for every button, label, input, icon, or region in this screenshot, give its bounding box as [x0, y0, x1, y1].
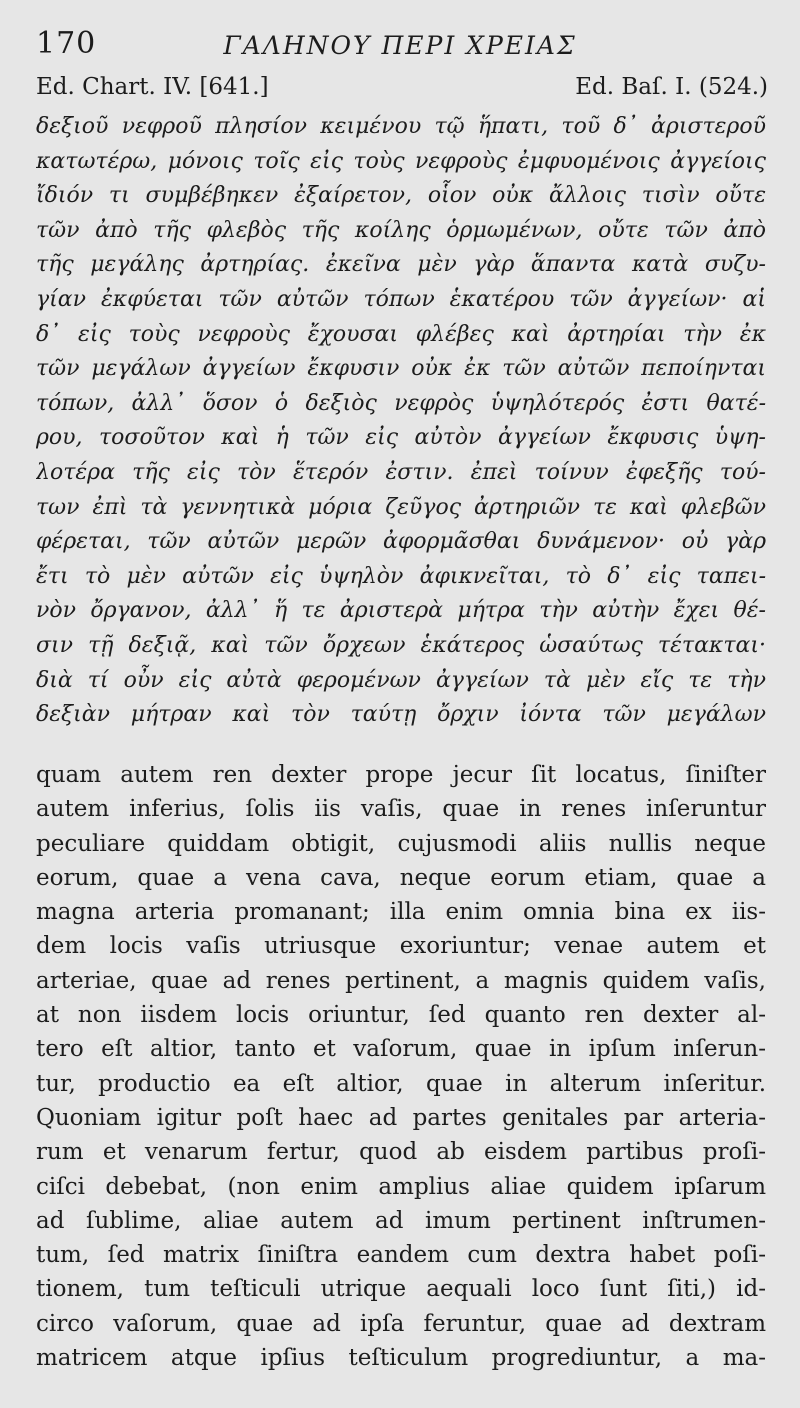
- latin-text-block: [36, 758, 766, 1375]
- greek-text-line: δεξιοῦ νεφροῦ πλησίον κειμένου τῷ ἥπατι, τοῦ δ᾽ ἀριστεροῦ: [36, 114, 766, 139]
- latin-text-line: eorum, quae a vena cava, neque eorum etiam, quae a: [36, 864, 766, 891]
- greek-text-line: τόπων, ἀλλ᾽ ὅσον ὁ δεξιὸς νεφρὸς ὑψηλότερός ἐστι θατέ-: [36, 390, 766, 416]
- greek-text-line: λοτέρα τῆς εἰς τὸν ἕτερόν ἐστιν. ἐπεὶ τοίνυν ἐφεξῆς τού-: [36, 459, 766, 485]
- greek-text-line: φέρεται, τῶν αὐτῶν μερῶν ἀφορμᾶσθαι δυνάμενον· οὐ γὰρ: [36, 529, 766, 555]
- greek-text-line: ἴδιόν τι συμβέβηκεν ἐξαίρετον, οἷον οὐκ ἄλλοις τισὶν οὔτε: [36, 183, 766, 209]
- greek-text-line: διὰ τί οὖν εἰς αὐτὰ φερομένων ἀγγείων τὰ μὲν εἴς τε τὴν: [36, 667, 766, 693]
- greek-text-line: γίαν ἐκφύεται τῶν αὐτῶν τόπων ἑκατέρου τῶν ἀγγείων· αἱ: [36, 286, 766, 312]
- latin-text-line: peculiare quiddam obtigit, cujusmodi aliis nullis neque: [36, 830, 766, 857]
- latin-text-line: tur, productio ea eſt altior, quae in alterum inſeritur.: [36, 1070, 766, 1097]
- latin-text-line: rum et venarum fertur, quod ab eisdem partibus proſi-: [36, 1139, 766, 1166]
- latin-text-line: tero eſt altior, tanto et vaſorum, quae in ipſum inſerun-: [36, 1036, 766, 1063]
- latin-text-line: dem locis vaſis utriusque exoriuntur; venae autem et: [36, 933, 766, 960]
- greek-text-line: κατωτέρω, μόνοις τοῖς εἰς τοὺς νεφροὺς ἐμφυομένοις ἀγγείοις: [36, 148, 766, 174]
- edition-reference-left: Ed. Chart. IV. [641.]: [36, 74, 269, 100]
- latin-text-line: quam autem ren dexter prope jecur ſit locatus, ſiniſter: [36, 762, 766, 788]
- latin-text-line: autem inferius, ſolis iis vaſis, quae in renes inſeruntur: [36, 796, 766, 823]
- greek-text-line: σιν τῇ δεξιᾷ, καὶ τῶν ὄρχεων ἑκάτερος ὡσαύτως τέτακται·: [36, 632, 766, 658]
- latin-text-line: ciſci debebat, (non enim amplius aliae quidem ipſarum: [36, 1173, 766, 1200]
- greek-text-line: τῶν ἀπὸ τῆς φλεβὸς τῆς κοίλης ὁρμωμένων, οὔτε τῶν ἀπὸ: [36, 217, 766, 243]
- latin-text-line: arteriae, quae ad renes pertinent, a magnis quidem vaſis,: [36, 967, 766, 994]
- latin-text-line: matricem atque ipſius teſticulum progrediuntur, a ma-: [36, 1345, 766, 1372]
- latin-text-line: circo vaſorum, quae ad ipſa feruntur, quae ad dextram: [36, 1310, 766, 1337]
- greek-text-line: νὸν ὄργανον, ἀλλ᾽ ἥ τε ἀριστερὰ μήτρα τὴν αὐτὴν ἔχει θέ-: [36, 598, 766, 624]
- latin-text-line: Quoniam igitur poſt haec ad partes genitales par arteria-: [36, 1104, 766, 1131]
- greek-text-block: [36, 110, 766, 733]
- edition-reference-right: Ed. Baſ. I. (524.): [575, 74, 768, 100]
- latin-text-line: tionem, tum teſticuli utrique aequali loco ſunt ſiti,) id-: [36, 1276, 766, 1303]
- greek-text-line: τῶν μεγάλων ἀγγείων ἔκφυσιν οὐκ ἐκ τῶν αὐτῶν πεποίηνται: [36, 356, 766, 382]
- running-title: ΓΑΛΗΝΟΥ ΠΕΡΙ ΧΡΕΙΑΣ: [223, 31, 577, 60]
- greek-text-line: δεξιὰν μήτραν καὶ τὸν ταύτῃ ὄρχιν ἰόντα τῶν μεγάλων: [36, 702, 766, 728]
- greek-text-line: ἔτι τὸ μὲν αὐτῶν εἰς ὑψηλὸν ἀφικνεῖται, τὸ δ᾽ εἰς ταπει-: [36, 563, 766, 589]
- greek-text-line: ρου, τοσοῦτον καὶ ἡ τῶν εἰς αὐτὸν ἀγγείων ἔκφυσις ὑψη-: [36, 425, 766, 451]
- latin-text-line: ad ſublime, aliae autem ad imum pertinent inſtrumen-: [36, 1207, 766, 1234]
- latin-text-line: at non iisdem locis oriuntur, ſed quanto ren dexter al-: [36, 1002, 766, 1029]
- greek-text-line: τῆς μεγάλης ἀρτηρίας. ἐκεῖνα μὲν γὰρ ἅπαντα κατὰ συζυ-: [36, 252, 766, 278]
- page-number: 170: [36, 26, 97, 61]
- latin-text-line: magna arteria promanant; illa enim omnia bina ex iis-: [36, 899, 766, 926]
- latin-text-line: tum, ſed matrix ſiniſtra eandem cum dextra habet poſi-: [36, 1242, 766, 1269]
- greek-text-line: των ἐπὶ τὰ γεννητικὰ μόρια ζεῦγος ἀρτηριῶν τε καὶ φλεβῶν: [36, 494, 766, 520]
- greek-text-line: δ᾽ εἰς τοὺς νεφροὺς ἔχουσαι φλέβες καὶ ἀρτηρίαι τὴν ἐκ: [36, 321, 766, 347]
